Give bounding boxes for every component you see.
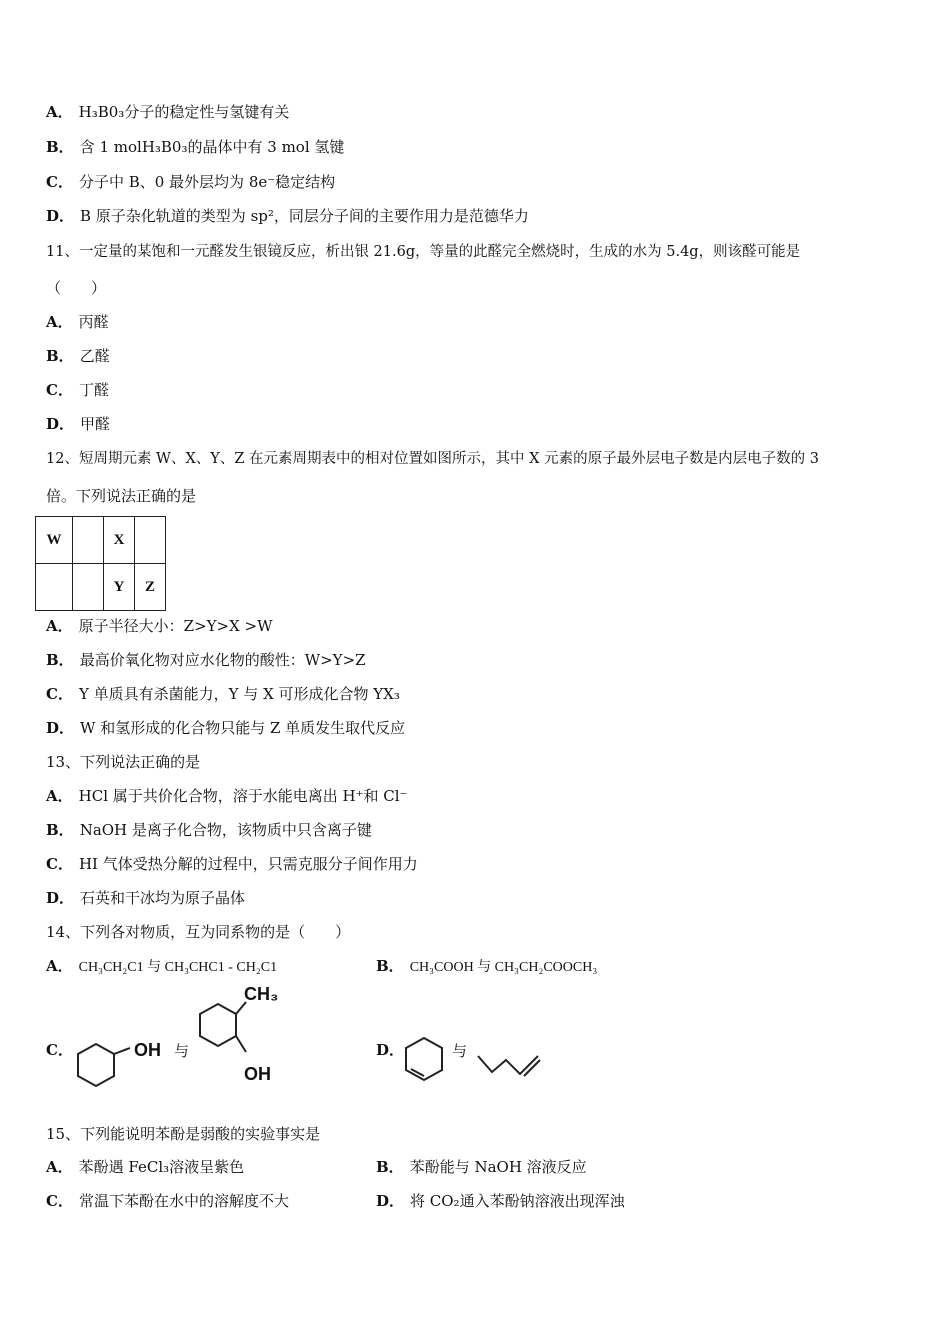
option-label: A． <box>46 1158 73 1176</box>
option-label: D． <box>46 719 75 737</box>
option-text: 分子中 B、0 最外层均为 8e⁻稳定结构 <box>78 173 336 191</box>
option-label: D． <box>376 1041 405 1059</box>
option-label: C． <box>46 685 73 703</box>
table-cell: Z <box>135 564 166 611</box>
option-label: B． <box>46 821 74 839</box>
pentene-structure <box>476 1052 546 1082</box>
option-text: CH₃COOH 与 CH₃CH₂COOCH₃ <box>409 960 598 975</box>
q10-option-c <box>46 172 335 192</box>
option-label: C． <box>46 855 73 873</box>
option-label: B． <box>376 957 404 975</box>
q15-option-b <box>376 1157 587 1177</box>
pentene-chain-drawing <box>476 1052 546 1082</box>
q12-stem-continued: 倍。下列说法正确的是 <box>46 487 197 505</box>
option-text: 将 CO₂通入苯酚钠溶液出现浑浊 <box>410 1192 625 1210</box>
option-text: 最高价氧化物对应水化物的酸性：W>Y>Z <box>79 651 366 669</box>
option-text: 苯酚遇 FeCl₃溶液呈紫色 <box>78 1158 245 1176</box>
option-text: 甲醛 <box>80 415 111 433</box>
q11-option-b <box>46 346 110 366</box>
table-cell <box>36 564 73 611</box>
option-label: D． <box>46 415 75 433</box>
option-label: B． <box>46 347 74 365</box>
periodic-table-fragment <box>35 516 166 611</box>
q12-stem: 12、短周期元素 W、X、Y、Z 在元素周期表中的相对位置如图所示，其中 X 元素的原子最外层电子数是内层电子数的 3 <box>46 451 819 467</box>
option-label: A． <box>46 957 73 975</box>
option-text: Y 单质具有杀菌能力，Y 与 X 可形成化合物 YX₃ <box>78 685 400 703</box>
option-text: NaOH 是离子化合物，该物质中只含离子键 <box>79 821 372 839</box>
q10-option-d <box>46 206 529 226</box>
option-label: A． <box>46 103 73 121</box>
option-label: C． <box>46 173 73 191</box>
q12-option-b <box>46 650 366 670</box>
option-label: C． <box>46 381 73 399</box>
q13-option-d <box>46 888 245 908</box>
q13-stem: 13、下列说法正确的是 <box>46 753 201 771</box>
option-label: A． <box>46 313 73 331</box>
table-cell <box>135 517 166 564</box>
cyclohexene-structure <box>402 1036 448 1088</box>
q12-option-a <box>46 616 273 636</box>
table-cell: W <box>36 517 73 564</box>
option-text: 丁醛 <box>78 381 109 399</box>
q15-option-c <box>46 1191 289 1211</box>
phenol-oh-label: OH <box>134 1040 161 1060</box>
option-label: A． <box>46 617 73 635</box>
option-label: B． <box>376 1158 404 1176</box>
q11-answer-paren: （ ） <box>46 279 107 297</box>
q12-option-d <box>46 718 405 738</box>
option-text: 含 1 molH₃B0₃的晶体中有 3 mol 氢键 <box>79 138 345 156</box>
q13-option-a <box>46 786 408 806</box>
option-text: HI 气体受热分解的过程中，只需克服分子间作用力 <box>78 855 418 873</box>
q14-stem: 14、下列各对物质，互为同系物的是（ ） <box>46 923 351 941</box>
option-label: A． <box>46 787 73 805</box>
o-cresol-structure <box>192 992 252 1072</box>
option-text: 苯酚能与 NaOH 溶液反应 <box>409 1158 587 1176</box>
q13-option-c <box>46 854 418 874</box>
table-cell <box>73 517 104 564</box>
o-cresol-ring-drawing <box>192 992 252 1072</box>
q11-option-c <box>46 380 109 400</box>
q11-option-d <box>46 414 110 434</box>
o-cresol-oh-label: OH <box>244 1064 271 1084</box>
option-label: C． <box>46 1041 73 1059</box>
table-cell <box>73 564 104 611</box>
q13-option-b <box>46 820 372 840</box>
q15-option-d <box>376 1191 625 1211</box>
table-cell: X <box>104 517 135 564</box>
o-cresol-ch3-label: CH₃ <box>244 984 279 1004</box>
q14-option-b <box>376 956 597 978</box>
option-text: B 原子杂化轨道的类型为 sp²，同层分子间的主要作用力是范德华力 <box>80 207 529 225</box>
q15-stem: 15、下列能说明苯酚是弱酸的实验事实是 <box>46 1125 321 1143</box>
option-text: 丙醛 <box>78 313 109 331</box>
q15-option-a <box>46 1157 244 1177</box>
option-label: B． <box>46 651 74 669</box>
option-label: D． <box>376 1192 405 1210</box>
option-text: W 和氢形成的化合物只能与 Z 单质发生取代反应 <box>80 719 406 737</box>
option-text: 乙醛 <box>79 347 110 365</box>
q11-option-a <box>46 312 109 332</box>
q11-stem: 11、一定量的某饱和一元醛发生银镜反应，析出银 21.6g，等量的此醛完全燃烧时，生成的水为 5.4g，则该醛可能是 <box>46 244 801 260</box>
q14-with-d: 与 <box>452 1042 468 1060</box>
option-label: B． <box>46 138 74 156</box>
q14-option-a <box>46 956 277 978</box>
option-text: 原子半径大小：Z>Y>X >W <box>78 617 273 635</box>
option-text: CH₃CH₂C1 与 CH₃CHC1 - CH₂C1 <box>78 960 278 975</box>
cyclohexene-ring-drawing <box>402 1036 448 1088</box>
q12-option-c <box>46 684 400 704</box>
option-label: C． <box>46 1192 73 1210</box>
table-cell: Y <box>104 564 135 611</box>
option-text: 石英和干冰均为原子晶体 <box>80 889 246 907</box>
option-text: 常温下苯酚在水中的溶解度不大 <box>78 1192 289 1210</box>
option-text: HCl 属于共价化合物，溶于水能电离出 H⁺和 Cl⁻ <box>78 787 408 805</box>
option-label: D． <box>46 889 75 907</box>
q14-with-c: 与 <box>174 1042 190 1060</box>
q10-option-b <box>46 137 344 157</box>
option-label: D． <box>46 207 75 225</box>
option-text: H₃B0₃分子的稳定性与氢键有关 <box>78 103 290 121</box>
q10-option-a <box>46 102 289 122</box>
